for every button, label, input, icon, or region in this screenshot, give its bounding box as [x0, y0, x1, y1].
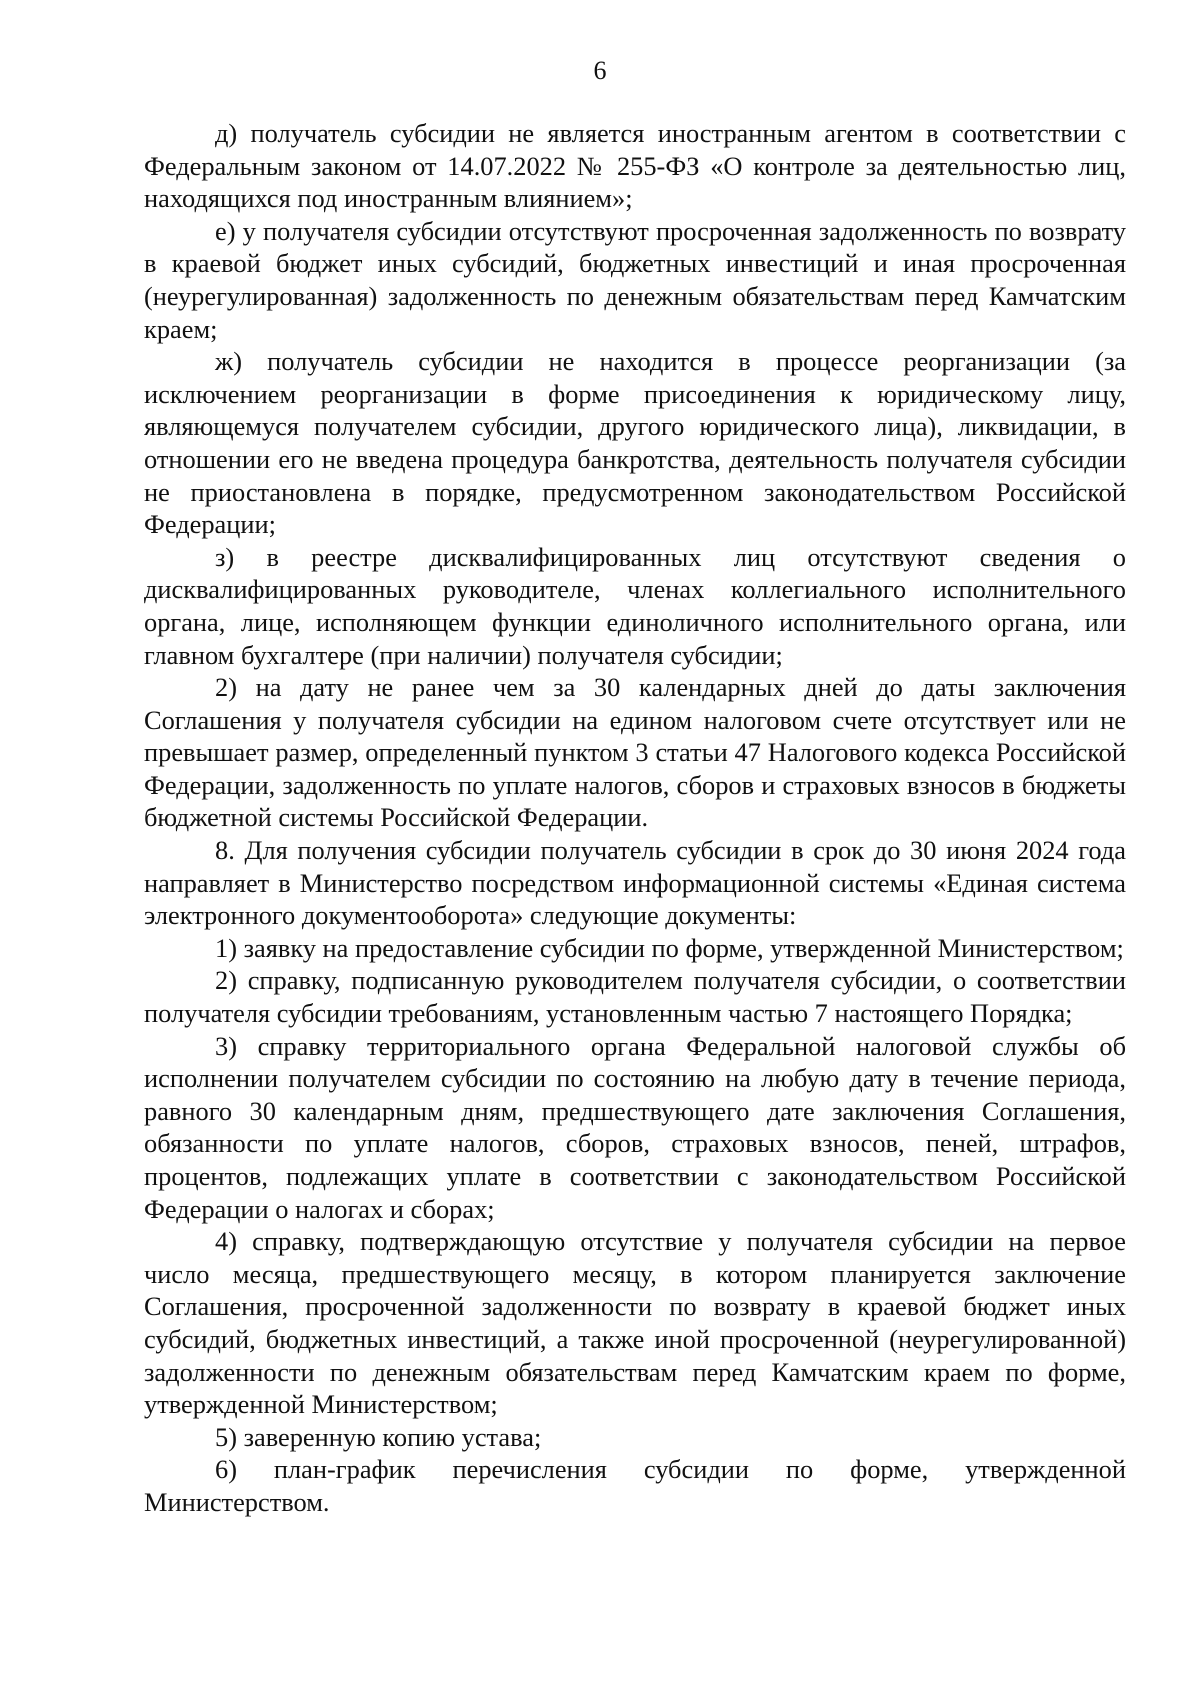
paragraph-doc-4-debt-certificate: 4) справку, подтверждающую отсутствие у получателя субсидии на первое число месяца, предшествующего месяцу, в котором планируется заключение Соглашения, просроченной задолженности по возврату в краевой бюджет иных субсидий, бюджетных инвестиций, а также иной просроченной (неурегулированной) задолженности по денежным обязательствам перед Камчатским краем по форме, утвержденной Министерством;: [144, 1226, 1126, 1420]
paragraph-item-e: е) у получателя субсидии отсутствуют просроченная задолженность по возврату в краевой бюджет иных субсидий, бюджетных инвестиций и иная просроченная (неурегулированная) задолженность по денежным обязательствам перед Камчатским краем;: [144, 215, 1126, 344]
paragraph-doc-3-tax-certificate: 3) справку территориального органа Федеральной налоговой службы об исполнении получателем субсидии по состоянию на любую дату в течение периода, равного 30 календарным дням, предшествующего дате заключения Соглашения, обязанности по уплате налогов, сборов, страховых взносов, пеней, штрафов, процентов, подлежащих уплате в соответствии с законодательством Российской Федерации о налогах и сборах;: [144, 1030, 1126, 1224]
paragraph-item-d: д) получатель субсидии не является иностранным агентом в соответствии с Федеральным законом от 14.07.2022 № 255-ФЗ «О контроле за деятельностью лиц, находящихся под иностранным влиянием»;: [144, 118, 1126, 214]
paragraph-item-2-tax: 2) на дату не ранее чем за 30 календарных дней до даты заключения Соглашения у получателя субсидии на едином налоговом счете отсутствует или не превышает размер, определенный пунктом 3 статьи 47 Налогового кодекса Российской Федерации, задолженность по уплате налогов, сборов и страховых взносов в бюджеты бюджетной системы Российской Федерации.: [144, 672, 1126, 833]
paragraph-section-8: 8. Для получения субсидии получатель субсидии в срок до 30 июня 2024 года направляет в Министерство посредством информационной системы «Единая система электронного документооборота» следующие документы:: [144, 835, 1126, 931]
paragraph-item-z: з) в реестре дисквалифицированных лиц отсутствуют сведения о дисквалифицированных руководителе, членах коллегиального исполнительного органа, лице, исполняющем функции единоличного исполнительного органа, или главном бухгалтере (при наличии) получателя субсидии;: [144, 541, 1126, 670]
paragraph-doc-6-schedule: 6) план-график перечисления субсидии по форме, утвержденной Министерством.: [144, 1454, 1126, 1517]
paragraph-doc-5-charter-copy: 5) заверенную копию устава;: [215, 1421, 542, 1452]
document-body: [144, 117, 1126, 1519]
paragraph-item-zh: ж) получатель субсидии не находится в процессе реорганизации (за исключением реорганизации в форме присоединения к юридическому лицу, являющемуся получателем субсидии, другого юридического лица), ликвидации, в отношении его не введена процедура банкротства, деятельность получателя субсидии не приостановлена в порядке, предусмотренном законодательством Российской Федерации;: [144, 346, 1126, 540]
paragraph-doc-1-application: 1) заявку на предоставление субсидии по форме, утвержденной Министерством;: [215, 932, 1124, 963]
page-number: 6: [593, 56, 607, 85]
paragraph-doc-2-certificate: 2) справку, подписанную руководителем получателя субсидии, о соответствии получателя субсидии требованиям, установленным частью 7 настоящего Порядка;: [144, 965, 1126, 1029]
